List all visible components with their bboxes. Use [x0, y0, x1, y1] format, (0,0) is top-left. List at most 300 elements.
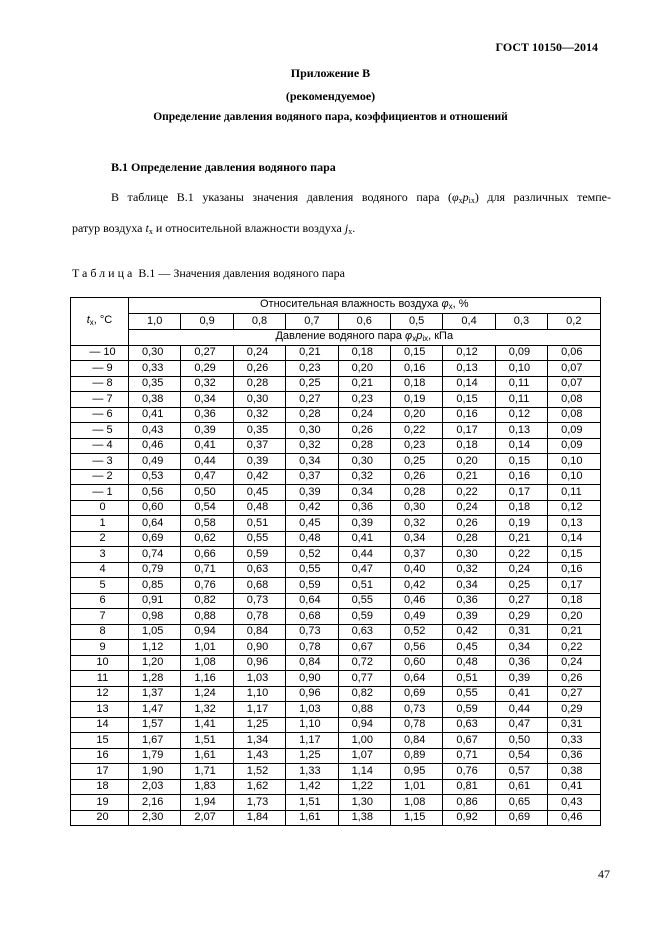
pressure-cell: 0,29 [181, 361, 233, 377]
pressure-cell: 0,14 [443, 376, 495, 392]
appendix-subtitle: (рекомендуемое) [285, 89, 376, 103]
pressure-cell: 0,20 [390, 407, 442, 423]
pressure-cell: 0,30 [233, 392, 285, 408]
pressure-cell: 0,12 [548, 500, 600, 516]
pressure-cell: 0,31 [548, 717, 600, 733]
header-text: Давление водяного пара [275, 329, 406, 342]
pressure-cell: 0,53 [129, 469, 181, 485]
j-symbol: j [344, 221, 349, 235]
pressure-cell: 0,39 [443, 609, 495, 625]
temperature-cell: 9 [71, 640, 129, 656]
temperature-cell: 10 [71, 655, 129, 671]
table-row [71, 779, 601, 795]
phi-symbol: φ [441, 298, 449, 310]
t-subscript: x [89, 317, 94, 327]
humidity-level-header: 0,4 [443, 314, 495, 330]
temperature-cell: 20 [71, 810, 129, 826]
pressure-cell: 1,61 [286, 810, 338, 826]
pressure-cell: 0,48 [233, 500, 285, 516]
pressure-cell: 1,03 [233, 671, 285, 687]
pressure-cell: 0,69 [129, 531, 181, 547]
pressure-cell: 0,78 [233, 609, 285, 625]
pressure-cell: 0,36 [338, 500, 390, 516]
pressure-cell: 0,10 [495, 361, 547, 377]
pressure-cell: 1,17 [233, 702, 285, 718]
pressure-cell: 0,54 [495, 748, 547, 764]
caption-label: Таблица [72, 266, 136, 280]
pressure-cell: 0,26 [390, 469, 442, 485]
pressure-cell: 0,25 [495, 578, 547, 594]
pressure-cell: 1,51 [286, 795, 338, 811]
temperature-cell: 4 [71, 562, 129, 578]
temperature-cell: 8 [71, 624, 129, 640]
pressure-cell: 0,46 [548, 810, 600, 826]
humidity-header [129, 298, 601, 314]
pressure-cell: 0,63 [233, 562, 285, 578]
table-row [71, 748, 601, 764]
table-row [71, 671, 601, 687]
pressure-cell: 0,32 [181, 376, 233, 392]
phi-subscript: x [448, 302, 453, 311]
pressure-cell: 0,43 [548, 795, 600, 811]
pressure-cell: 0,11 [548, 485, 600, 501]
pressure-cell: 2,07 [181, 810, 233, 826]
pressure-cell: 0,38 [129, 392, 181, 408]
p-subscript: ix [422, 333, 429, 343]
pressure-cell: 0,48 [443, 655, 495, 671]
t-symbol: t [145, 221, 149, 235]
pressure-cell: 1,79 [129, 748, 181, 764]
pressure-cell: 0,31 [495, 624, 547, 640]
pressure-cell: 1,57 [129, 717, 181, 733]
pressure-cell: 0,56 [129, 485, 181, 501]
table-row [71, 361, 601, 377]
pressure-cell: 0,42 [286, 500, 338, 516]
pressure-cell: 0,17 [443, 423, 495, 439]
para-text: ратур воздуха [72, 221, 146, 235]
pressure-cell: 0,35 [129, 376, 181, 392]
pressure-cell: 0,37 [390, 547, 442, 563]
pressure-cell: 0,13 [443, 361, 495, 377]
pressure-cell: 0,72 [338, 655, 390, 671]
phi-subscript: x [412, 333, 417, 343]
pressure-cell: 0,78 [390, 717, 442, 733]
pressure-cell: 0,96 [233, 655, 285, 671]
pressure-cell: 0,59 [286, 578, 338, 594]
pressure-cell: 0,18 [548, 593, 600, 609]
p-symbol: p [416, 329, 423, 342]
pressure-cell: 0,71 [443, 748, 495, 764]
pressure-cell: 0,63 [443, 717, 495, 733]
pressure-cell: 0,34 [338, 485, 390, 501]
pressure-cell: 2,16 [129, 795, 181, 811]
pressure-cell: 1,08 [390, 795, 442, 811]
pressure-cell: 0,24 [338, 407, 390, 423]
pressure-cell: 0,26 [338, 423, 390, 439]
pressure-cell: 0,26 [548, 671, 600, 687]
pressure-cell: 0,21 [286, 345, 338, 361]
pressure-cell: 0,60 [390, 655, 442, 671]
pressure-cell: 0,15 [548, 547, 600, 563]
pressure-cell: 0,30 [443, 547, 495, 563]
pressure-cell: 1,41 [181, 717, 233, 733]
pressure-cell: 0,35 [233, 423, 285, 439]
table-row [71, 733, 601, 749]
temperature-cell: 1 [71, 516, 129, 532]
pressure-cell: 0,63 [338, 624, 390, 640]
pressure-cell: 1,25 [286, 748, 338, 764]
pressure-cell: 1,33 [286, 764, 338, 780]
table-row [71, 562, 601, 578]
pressure-cell: 0,28 [338, 438, 390, 454]
temperature-cell: 17 [71, 764, 129, 780]
pressure-cell: 0,41 [129, 407, 181, 423]
pressure-cell: 0,09 [548, 438, 600, 454]
temperature-cell: — 4 [71, 438, 129, 454]
table-row [71, 640, 601, 656]
humidity-level-header: 0,3 [495, 314, 547, 330]
pressure-cell: 0,11 [495, 392, 547, 408]
pressure-cell: 0,24 [233, 345, 285, 361]
pressure-cell: 0,36 [181, 407, 233, 423]
para-text: и относительной влажности воздуха [152, 221, 345, 235]
pressure-cell: 0,06 [548, 345, 600, 361]
pressure-cell: 0,55 [286, 562, 338, 578]
pressure-cell: 0,13 [548, 516, 600, 532]
pressure-cell: 0,90 [233, 640, 285, 656]
humidity-level-header: 0,8 [233, 314, 285, 330]
table-row [71, 578, 601, 594]
pressure-cell: 1,38 [338, 810, 390, 826]
pressure-cell: 0,42 [233, 469, 285, 485]
table-row [71, 609, 601, 625]
table-row [71, 516, 601, 532]
temperature-cell: 14 [71, 717, 129, 733]
table-row [71, 717, 601, 733]
pressure-cell: 0,49 [129, 454, 181, 470]
pressure-cell: 0,18 [338, 345, 390, 361]
pressure-cell: 0,34 [495, 640, 547, 656]
pressure-cell: 0,36 [548, 748, 600, 764]
pressure-cell: 0,68 [286, 609, 338, 625]
temperature-cell: — 1 [71, 485, 129, 501]
pressure-cell: 0,16 [495, 469, 547, 485]
standard-number: ГОСТ 10150—2014 [495, 40, 598, 54]
pressure-cell: 0,39 [233, 454, 285, 470]
pressure-cell: 0,60 [129, 500, 181, 516]
table-row [71, 500, 601, 516]
pressure-cell: 0,92 [443, 810, 495, 826]
table-row [71, 764, 601, 780]
paragraph-line-1 [111, 190, 611, 205]
pressure-cell: 0,41 [495, 686, 547, 702]
pressure-cell: 0,30 [286, 423, 338, 439]
pressure-cell: 0,20 [338, 361, 390, 377]
pressure-cell: 0,22 [390, 423, 442, 439]
phi-subscript: x [458, 196, 463, 205]
pressure-cell: 0,46 [129, 438, 181, 454]
pressure-cell: 0,45 [443, 640, 495, 656]
pressure-cell: 0,26 [443, 516, 495, 532]
pressure-cell: 0,82 [338, 686, 390, 702]
pressure-cell: 0,68 [233, 578, 285, 594]
pressure-cell: 0,74 [129, 547, 181, 563]
pressure-cell: 0,73 [390, 702, 442, 718]
pressure-cell: 0,84 [233, 624, 285, 640]
pressure-cell: 0,41 [548, 779, 600, 795]
pressure-cell: 0,13 [495, 423, 547, 439]
pressure-cell: 1,52 [233, 764, 285, 780]
pressure-cell: 0,84 [286, 655, 338, 671]
pressure-cell: 0,34 [286, 454, 338, 470]
pressure-cell: 0,09 [495, 345, 547, 361]
pressure-cell: 0,14 [495, 438, 547, 454]
pressure-cell: 1,22 [338, 779, 390, 795]
pressure-cell: 0,09 [548, 423, 600, 439]
pressure-cell: 0,25 [286, 376, 338, 392]
pressure-cell: 0,47 [338, 562, 390, 578]
phi-symbol: φ [451, 190, 459, 204]
temperature-cell: 19 [71, 795, 129, 811]
pressure-cell: 0,43 [129, 423, 181, 439]
p-subscript: ix [468, 196, 475, 205]
para-text: ) для различных темпе- [474, 190, 611, 204]
page-number: 47 [598, 867, 610, 881]
temperature-cell: — 5 [71, 423, 129, 439]
pressure-cell: 0,24 [495, 562, 547, 578]
pressure-cell: 0,69 [495, 810, 547, 826]
appendix-heading: Определение давления водяного пара, коэффициентов и отношений [153, 111, 508, 123]
pressure-cell: 0,61 [495, 779, 547, 795]
pressure-cell: 0,39 [286, 485, 338, 501]
pressure-cell: 0,17 [548, 578, 600, 594]
pressure-cell: 1,47 [129, 702, 181, 718]
pressure-cell: 1,84 [233, 810, 285, 826]
pressure-cell: 0,94 [338, 717, 390, 733]
temperature-cell: 2 [71, 531, 129, 547]
temperature-cell: 11 [71, 671, 129, 687]
humidity-level-header: 0,9 [181, 314, 233, 330]
pressure-cell: 0,25 [390, 454, 442, 470]
temperature-cell: 3 [71, 547, 129, 563]
pressure-cell: 1,17 [286, 733, 338, 749]
pressure-cell: 0,82 [181, 593, 233, 609]
pressure-cell: 0,32 [233, 407, 285, 423]
pressure-cell: 0,59 [233, 547, 285, 563]
pressure-cell: 1,32 [181, 702, 233, 718]
pressure-cell: 0,08 [548, 392, 600, 408]
table-row [71, 655, 601, 671]
pressure-cell: 1,10 [286, 717, 338, 733]
pressure-cell: 1,62 [233, 779, 285, 795]
pressure-cell: 1,37 [129, 686, 181, 702]
pressure-cell: 0,52 [286, 547, 338, 563]
pressure-cell: 0,88 [181, 609, 233, 625]
table-row [71, 795, 601, 811]
temperature-cell: — 3 [71, 454, 129, 470]
pressure-cell: 0,34 [443, 578, 495, 594]
pressure-cell: 1,05 [129, 624, 181, 640]
pressure-cell: 0,66 [181, 547, 233, 563]
pressure-cell: 0,65 [495, 795, 547, 811]
pressure-cell: 0,59 [443, 702, 495, 718]
pressure-cell: 0,89 [390, 748, 442, 764]
temperature-cell: 6 [71, 593, 129, 609]
pressure-cell: 0,55 [338, 593, 390, 609]
temperature-cell: 16 [71, 748, 129, 764]
pressure-cell: 0,77 [338, 671, 390, 687]
pressure-cell: 1,01 [390, 779, 442, 795]
pressure-header [129, 329, 601, 345]
pressure-cell: 0,44 [338, 547, 390, 563]
pressure-cell: 0,07 [548, 361, 600, 377]
pressure-cell: 0,42 [390, 578, 442, 594]
pressure-cell: 0,59 [338, 609, 390, 625]
pressure-cell: 2,30 [129, 810, 181, 826]
pressure-cell: 0,33 [129, 361, 181, 377]
pressure-cell: 0,51 [233, 516, 285, 532]
temperature-cell: 18 [71, 779, 129, 795]
pressure-cell: 1,34 [233, 733, 285, 749]
pressure-cell: 0,23 [286, 361, 338, 377]
pressure-cell: 0,29 [548, 702, 600, 718]
pressure-cell: 1,03 [286, 702, 338, 718]
pressure-cell: 0,21 [495, 531, 547, 547]
pressure-cell: 0,58 [181, 516, 233, 532]
temperature-cell: 15 [71, 733, 129, 749]
unit: , % [452, 298, 469, 310]
pressure-cell: 0,30 [129, 345, 181, 361]
pressure-cell: 1,42 [286, 779, 338, 795]
pressure-cell: 0,23 [338, 392, 390, 408]
pressure-cell: 0,19 [495, 516, 547, 532]
pressure-cell: 1,67 [129, 733, 181, 749]
pressure-cell: 0,55 [233, 531, 285, 547]
pressure-cell: 1,71 [181, 764, 233, 780]
pressure-cell: 0,57 [495, 764, 547, 780]
pressure-cell: 0,64 [286, 593, 338, 609]
pressure-cell: 0,14 [548, 531, 600, 547]
humidity-level-header: 1,0 [129, 314, 181, 330]
humidity-level-header: 0,5 [390, 314, 442, 330]
pressure-cell: 0,10 [548, 469, 600, 485]
pressure-cell: 0,44 [495, 702, 547, 718]
pressure-cell: 0,24 [443, 500, 495, 516]
pressure-cell: 0,71 [181, 562, 233, 578]
pressure-cell: 0,19 [390, 392, 442, 408]
pressure-cell: 0,15 [390, 345, 442, 361]
pressure-cell: 0,81 [443, 779, 495, 795]
pressure-cell: 0,41 [181, 438, 233, 454]
pressure-cell: 0,51 [338, 578, 390, 594]
pressure-cell: 0,27 [181, 345, 233, 361]
pressure-cell: 0,36 [495, 655, 547, 671]
pressure-cell: 0,22 [495, 547, 547, 563]
pressure-cell: 1,07 [338, 748, 390, 764]
pressure-cell: 0,32 [443, 562, 495, 578]
pressure-cell: 1,10 [233, 686, 285, 702]
table-row [71, 438, 601, 454]
table-body [71, 345, 601, 826]
pressure-cell: 0,76 [443, 764, 495, 780]
pressure-cell: 0,18 [495, 500, 547, 516]
pressure-cell: 0,15 [495, 454, 547, 470]
caption-text: В.1 — Значения давления водяного пара [135, 266, 345, 280]
pressure-cell: 0,21 [443, 469, 495, 485]
pressure-cell: 0,78 [286, 640, 338, 656]
temperature-cell: — 10 [71, 345, 129, 361]
pressure-cell: 0,11 [495, 376, 547, 392]
pressure-cell: 0,40 [390, 562, 442, 578]
pressure-cell: 0,39 [338, 516, 390, 532]
pressure-cell: 1,01 [181, 640, 233, 656]
table-row [71, 810, 601, 826]
appendix-title: Приложение В [290, 66, 371, 80]
pressure-cell: 1,16 [181, 671, 233, 687]
header-text: Относительная влажность воздуха [259, 298, 442, 310]
pressure-cell: 0,38 [548, 764, 600, 780]
temperature-cell: — 8 [71, 376, 129, 392]
pressure-cell: 1,30 [338, 795, 390, 811]
pressure-cell: 0,30 [390, 500, 442, 516]
pressure-cell: 0,12 [495, 407, 547, 423]
pressure-cell: 0,86 [443, 795, 495, 811]
paragraph-line-2 [72, 221, 355, 236]
pressure-cell: 1,20 [129, 655, 181, 671]
pressure-cell: 0,85 [129, 578, 181, 594]
pressure-cell: 2,03 [129, 779, 181, 795]
pressure-cell: 0,36 [443, 593, 495, 609]
pressure-cell: 0,39 [495, 671, 547, 687]
pressure-cell: 1,73 [233, 795, 285, 811]
table-row [71, 531, 601, 547]
table-row [71, 469, 601, 485]
pressure-cell: 0,73 [286, 624, 338, 640]
temperature-cell: 7 [71, 609, 129, 625]
pressure-cell: 0,47 [181, 469, 233, 485]
pressure-cell: 0,98 [129, 609, 181, 625]
pressure-cell: 1,51 [181, 733, 233, 749]
table-row [71, 407, 601, 423]
pressure-cell: 0,44 [181, 454, 233, 470]
pressure-cell: 0,32 [286, 438, 338, 454]
pressure-cell: 1,28 [129, 671, 181, 687]
pressure-cell: 1,90 [129, 764, 181, 780]
pressure-cell: 0,28 [443, 531, 495, 547]
pressure-cell: 1,83 [181, 779, 233, 795]
temperature-cell: — 6 [71, 407, 129, 423]
humidity-level-header: 0,2 [548, 314, 600, 330]
pressure-cell: 0,37 [233, 438, 285, 454]
pressure-cell: 0,18 [443, 438, 495, 454]
pressure-cell: 0,45 [286, 516, 338, 532]
pressure-cell: 0,67 [443, 733, 495, 749]
pressure-cell: 1,12 [129, 640, 181, 656]
pressure-cell: 0,41 [338, 531, 390, 547]
pressure-cell: 0,56 [390, 640, 442, 656]
table-row [71, 485, 601, 501]
pressure-cell: 0,50 [181, 485, 233, 501]
pressure-cell: 0,28 [286, 407, 338, 423]
pressure-cell: 0,47 [495, 717, 547, 733]
pressure-cell: 1,24 [181, 686, 233, 702]
pressure-cell: 0,30 [338, 454, 390, 470]
pressure-cell: 0,95 [390, 764, 442, 780]
table-row [71, 345, 601, 361]
pressure-cell: 0,22 [443, 485, 495, 501]
pressure-cell: 0,22 [548, 640, 600, 656]
pressure-cell: 1,94 [181, 795, 233, 811]
